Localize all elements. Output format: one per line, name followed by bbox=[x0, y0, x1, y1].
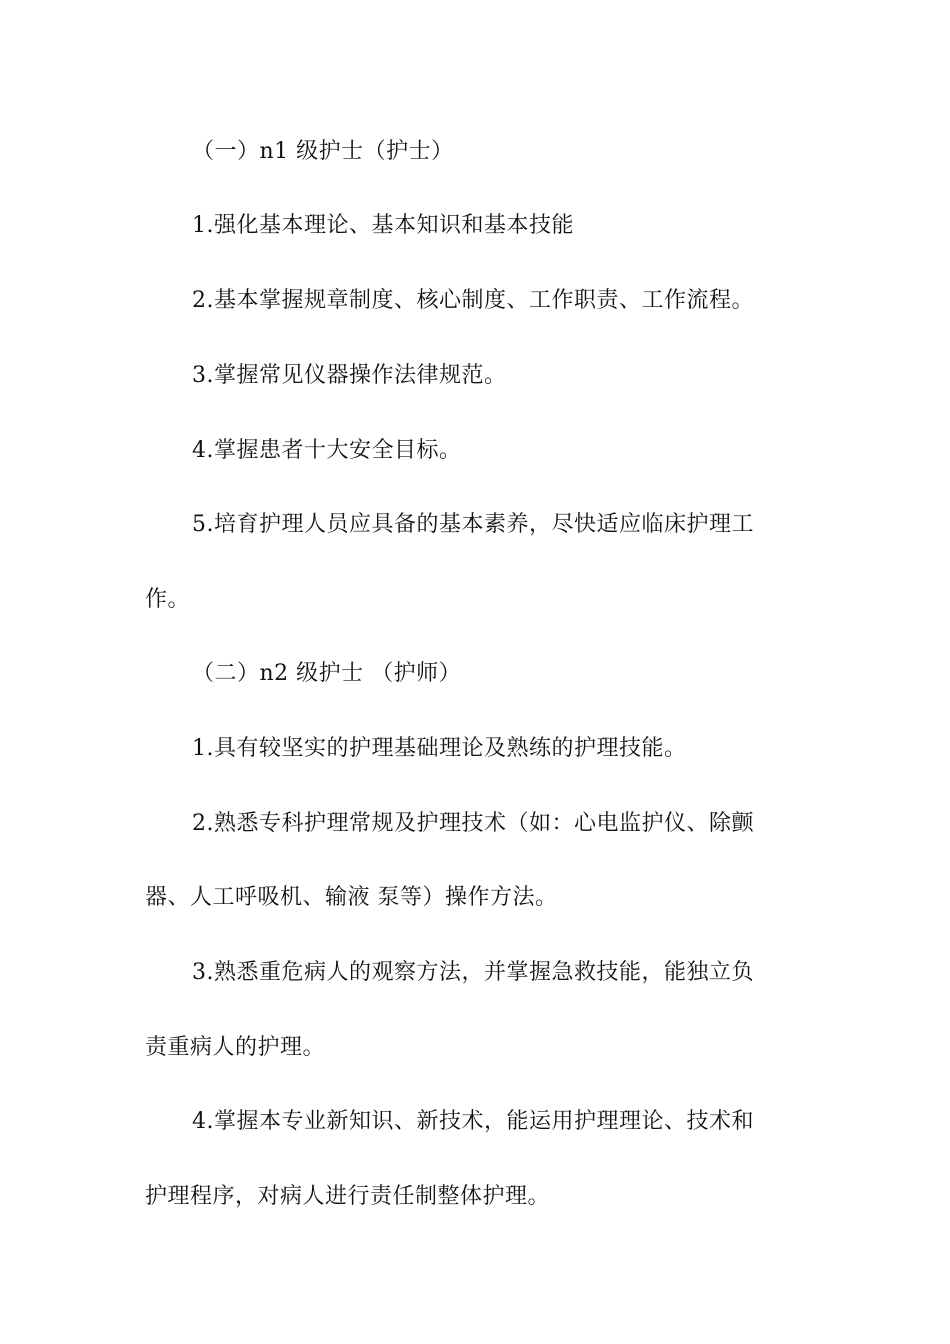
section-2-item-3-line-1: 3.熟悉重危病人的观察方法，并掌握急救技能，能独立负 bbox=[192, 960, 754, 985]
section-1-item-4: 4.掌握患者十大安全目标。 bbox=[192, 438, 462, 463]
section-1-heading: （一）n1 级护士（护士） bbox=[192, 139, 454, 164]
section-2-item-4-line-1: 4.掌握本专业新知识、新技术，能运用护理理论、技术和 bbox=[192, 1109, 754, 1134]
section-1-item-5-line-2: 作。 bbox=[145, 587, 191, 612]
section-2-heading: （二）n2 级护士 （护师） bbox=[192, 661, 462, 686]
section-1-item-2: 2.基本掌握规章制度、核心制度、工作职责、工作流程。 bbox=[192, 288, 754, 313]
section-2-item-2-line-2: 器、人工呼吸机、输液 泵等）操作方法。 bbox=[145, 885, 558, 910]
section-2-item-1: 1.具有较坚实的护理基础理论及熟练的护理技能。 bbox=[192, 736, 687, 761]
section-2-item-4-line-2: 护理程序，对病人进行责任制整体护理。 bbox=[145, 1184, 551, 1209]
section-1-item-1: 1.强化基本理论、基本知识和基本技能 bbox=[192, 213, 574, 238]
section-1-item-3: 3.掌握常见仪器操作法律规范。 bbox=[192, 363, 507, 388]
section-2-item-3-line-2: 责重病人的护理。 bbox=[145, 1035, 326, 1060]
section-2-item-2-line-1: 2.熟悉专科护理常规及护理技术（如：心电监护仪、除颤 bbox=[192, 811, 754, 836]
section-1-item-5-line-1: 5.培育护理人员应具备的基本素养，尽快适应临床护理工 bbox=[192, 512, 754, 537]
